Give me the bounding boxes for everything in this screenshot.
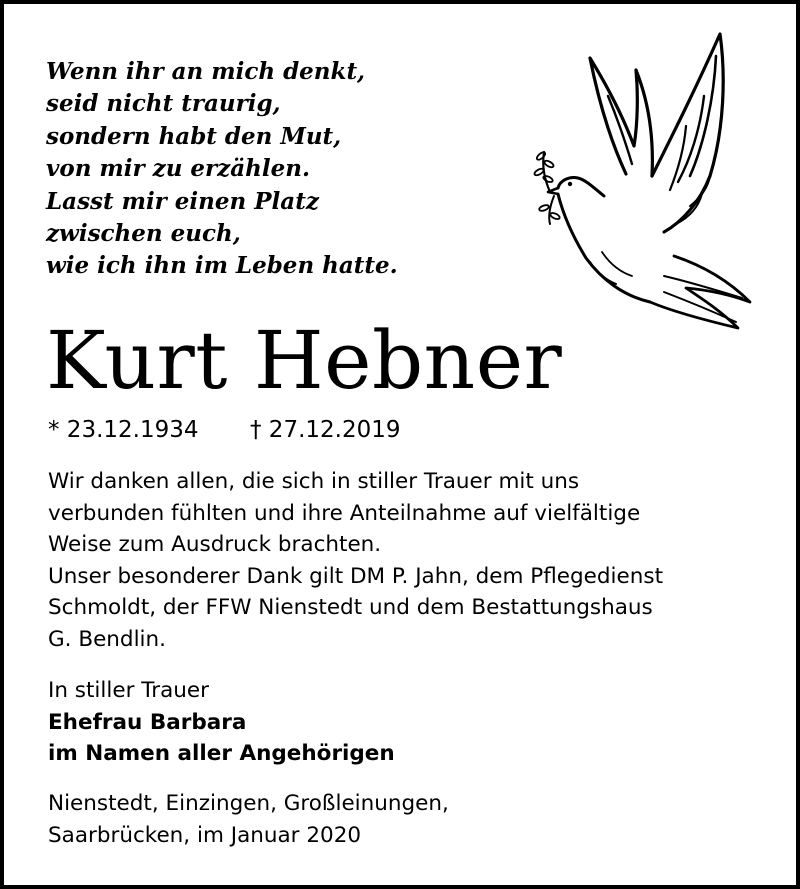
place-line: Saarbrücken, im Januar 2020 [48, 822, 362, 848]
poem-line: von mir zu erzählen. [46, 155, 310, 183]
memorial-poem [46, 56, 516, 283]
signoff-mourner: Ehefrau Barbara [48, 709, 247, 735]
poem-line: wie ich ihn im Leben hatte. [46, 252, 398, 280]
dove-wing-feather [678, 96, 704, 182]
thanks-paragraph [48, 466, 788, 655]
thanks-line: Unser besonderer Dank gilt DM P. Jahn, dem Pflegedienst [48, 563, 663, 589]
dove-eye [568, 182, 572, 186]
poem-line: Lasst mir einen Platz [46, 187, 319, 215]
thanks-line: Schmoldt, der FFW Nienstedt und dem Bestattungshaus [48, 595, 653, 620]
place-line: Nienstedt, Einzingen, Großleinungen, [48, 791, 449, 816]
dove-head [558, 177, 604, 196]
dove-with-olive-branch-icon [524, 26, 764, 336]
poem-line: seid nicht traurig, [46, 90, 281, 118]
olive-leaf [542, 175, 553, 184]
birth-date: * 23.12.1934 [48, 417, 199, 443]
thanks-line: verbunden fühlten und ihre Anteilnahme auf vielfältige [48, 500, 641, 526]
place-and-date [48, 788, 648, 851]
mourners-signoff [48, 675, 648, 770]
olive-leaf [533, 167, 544, 176]
deceased-name: Kurt Hebner [46, 314, 563, 407]
life-dates [48, 412, 488, 448]
olive-leaf [536, 151, 547, 161]
poem-line: Wenn ihr an mich denkt, [46, 58, 366, 85]
olive-leaf [538, 204, 549, 212]
dove-back-wing [590, 58, 652, 176]
dove-belly-line [602, 252, 632, 276]
thanks-line: Wir danken allen, die sich in stiller Trauer mit uns [48, 469, 580, 494]
poem-line: sondern habt den Mut, [46, 122, 342, 150]
death-date: † 27.12.2019 [250, 417, 401, 443]
dove-belly-line [590, 262, 616, 284]
thanks-line: G. Bendlin. [48, 626, 166, 652]
dove-breast [558, 194, 650, 302]
signoff-family: im Namen aller Angehörigen [48, 741, 395, 766]
dove-tail-feather [664, 276, 742, 298]
dove-front-wing [652, 34, 723, 232]
poem-line: zwischen euch, [46, 220, 241, 248]
thanks-line: Weise zum Ausdruck brachten. [48, 532, 382, 557]
signoff-intro: In stiller Trauer [48, 678, 209, 703]
olive-leaf [543, 159, 554, 168]
olive-branch-stem [549, 196, 554, 224]
olive-branch-stem [543, 152, 550, 192]
olive-leaf [549, 212, 560, 221]
